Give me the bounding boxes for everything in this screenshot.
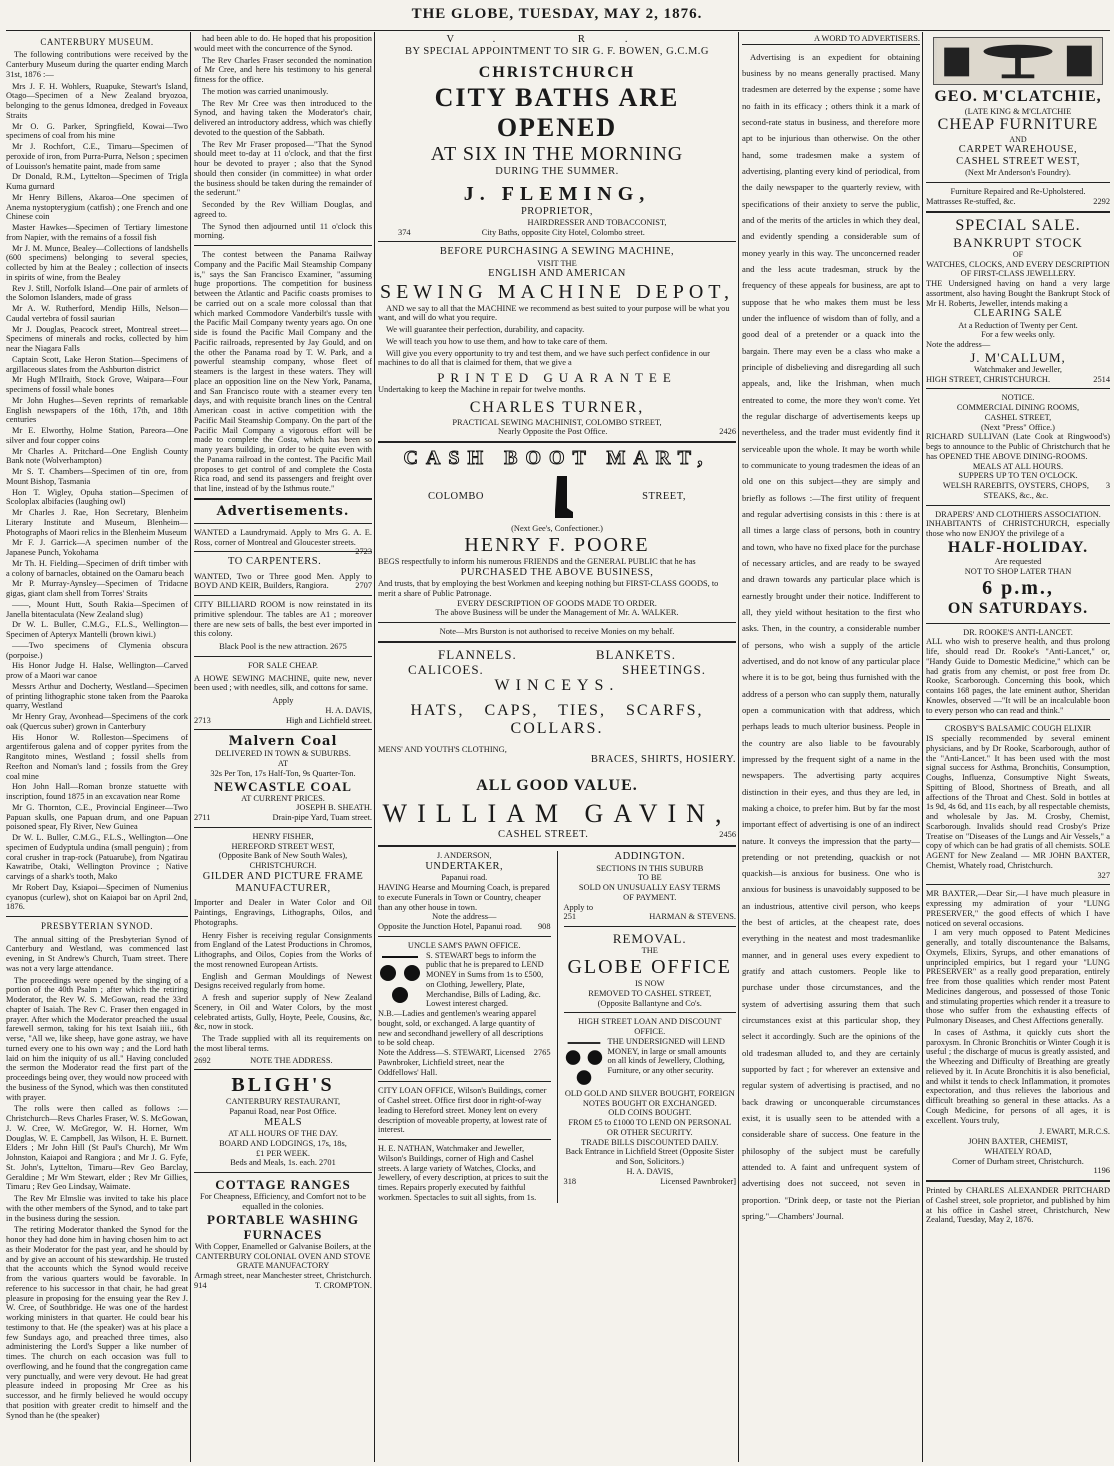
depot-paragraph: AND we say to all that the MACHINE we recommend as best suited to your purpose will be what you want, and will do what you require. (378, 303, 730, 323)
high-street-body: THE UNDERSIGNED will LEND MONEY, in large or small amounts on all kinds of Jewellery, Clothing, Furniture, or any other security. (607, 1036, 727, 1076)
bligh-meals: MEALS (263, 1116, 303, 1128)
carpet-warehouse: CARPET WAREHOUSE, (958, 144, 1078, 156)
requested: Are requested (994, 557, 1042, 567)
museum-list (6, 82, 188, 913)
poore-purchased: PURCHASED THE ABOVE BUSINESS, (460, 566, 654, 578)
museum-item: ——Two specimens of Clymenia obscura (porpoise.) (6, 640, 188, 660)
fisher-address: HEREFORD STREET WEST, (231, 841, 335, 851)
mccallum-name: J. M'CALLUM, (970, 349, 1066, 365)
sections: SECTIONS IN THIS SUBURB (596, 863, 704, 873)
synod-paragraph: The proceedings were opened by the singing of a portion of the 40th Psalm ; after which the retiring Moderator, the Rev W. S. McGowan, read the 33rd chapter of Isaiah. The Rev C. Fraser then engaged in prayer. After which the Moderator preached the usual farewell sermon, taking for his text Isaiah iiii., 6th verse, "All we, like sheep, have gone astray, we have turned every one to his own way ; and the Lord hath laid on him the iniquity of us all." Having concluded the sermon the Moderator read the first part of the proceedings being over, they would now proceed with the business of the Synod, which was then constituted with prayer. (6, 975, 188, 1102)
next-press: (Next "Press" Office.) (981, 422, 1055, 432)
ad-number: 2765 (533, 1048, 551, 1058)
ad-laundry (194, 527, 372, 557)
clearing-sale: CLEARING SALE (973, 308, 1063, 320)
depot-text (378, 304, 736, 369)
crompton-name: T. CROMPTON. (314, 1280, 372, 1290)
reduction: At a Reduction of Twenty per Cent. (958, 320, 1078, 330)
baxter-body: MR BAXTER,—Dear Sir,—I have much pleasure in expressing my admiration of your "LUNG PRESERVER," the good effects of which I have noticed on several occasions. (926, 889, 1110, 928)
city-loan: CITY LOAN OFFICE, Wilson's Buildings, corner of Cashel street. Office first door in right-of-way leading to Hereford street. Money lent on every description of moveable property, at lowest rate of interest. (378, 1086, 547, 1135)
gilder-note: NOTE THE ADDRESS. (250, 1055, 333, 1065)
museum-item: Mr John Hughes—Seven reprints of remarkable English newspapers of the 16th, 17th, and 18th centuries (6, 395, 188, 425)
meals-hours: MEALS AT ALL HOURS. (972, 461, 1064, 471)
of: OF (1012, 250, 1024, 260)
museum-item: Mr G. Thornton, C.E., Provincial Engineer—Two Papuan skulls, one Papuan drum, and one Papuan poisoned spear, Fly River, New Guinea (6, 802, 188, 832)
bligh-address: Papanui Road, near Post Office. (229, 1107, 337, 1117)
ad-number: 327 (1097, 870, 1110, 880)
museum-item: His Honor W. Rolleston—Specimens of argentiferous galena and of copper pyrites from the Rangitoto mines, Westland ; fossil shells from Reefton and Noman's land ; fossils from the Grey coal mine (6, 732, 188, 781)
sheath-name: JOSEPH B. SHEATH. (296, 803, 372, 813)
synod-paragraph: Seconded by the Rev William Douglas, and agreed to. (194, 200, 372, 219)
museum-item: Mr O. G. Parker, Springfield, Kowai—Two specimens of coal from his mine (6, 121, 188, 141)
turner-sub: PRACTICAL SEWING MACHINIST, COLOMBO STREET, (452, 417, 662, 427)
at-six-heading: AT SIX IN THE MORNING (430, 143, 684, 166)
winceys: WINCEYS. (494, 677, 620, 695)
gilder-body: Importer and Dealer in Water Color and Oil Paintings, Engravings, Lithographs, Oilos, and Photographs. (194, 898, 372, 927)
nathan-ad: H. E. NATHAN, Watchmaker and Jeweller, Wilson's Buildings, corner of High and Cashel streets. A large variety of Watches, Clocks, and Jewellery, of every description, at prices to suit the times. Repairs properly executed by faithful workmen. Spectacles to suit all sights, from 1s. (378, 1144, 549, 1202)
museum-item: Mr F. J. Garrick—A specimen number of the Japanese Punch, Yokohama (6, 538, 188, 558)
street: STREET, (642, 491, 686, 503)
poore-note: Note—Mrs Burston is not authorised to receive Monies on my behalf. (439, 627, 675, 637)
colonial-oven: CANTERBURY COLONIAL OVEN AND STOVE GRATE MANUFACTORY (195, 1251, 371, 1271)
column-rule (374, 32, 375, 1462)
depot-paragraph: We will guarantee their perfection, durability, and capacity. (386, 325, 585, 335)
forsale-title: FOR SALE CHEAP. (247, 660, 319, 670)
stewart-body: S. STEWART begs to inform the public that he is prepared to LEND MONEY in Sums from 1s to £500, on Clothing, Jewellery, Plate, Merchandise, Bills of Lading, &c. Lowest interest charged. (426, 950, 544, 1009)
stewart-nb: N.B.—Ladies and gentlemen's wearing apparel bought, sold, or exchanged. A large quantity of new and secondhand jewellery of all descriptions to be sold cheap. (378, 1009, 544, 1048)
crosby-title: CROSBY'S BALSAMIC COUGH ELIXIR (944, 724, 1092, 734)
sewing-pre: BEFORE PURCHASING A SEWING MACHINE, (439, 246, 675, 258)
trade-bills: TRADE BILLS DISCOUNTED DAILY. (581, 1137, 719, 1147)
stewart-address: Note the Address—S. STEWART, Licensed Pawnbroker, Lichfield street, near the Oddfellows' Hall. (378, 1048, 525, 1077)
museum-item: Mr Robert Day, Ksiapoi—Specimen of Numenius cyanopus (curlew), shot on Kaiapoi bar on April 2nd, 1876. (6, 882, 188, 912)
depot-paragraph: We will teach you how to use them, and how to take care of them. (386, 336, 608, 346)
column-4 (742, 34, 920, 1460)
forsale-address: High and Lichfield street. (285, 715, 372, 725)
museum-item: Mr J. Douglas, Peacock street, Montreal street—Specimens of minerals and rocks, collected by him near the Niagara Falls (6, 324, 188, 354)
blankets: BLANKETS. (595, 646, 676, 662)
flannels: FLANNELS. (438, 646, 517, 662)
mens-clothing: MENS' AND YOUTH'S CLOTHING, (378, 744, 507, 754)
licensed-pawnbroker: Licensed Pawnbroker] (660, 1176, 736, 1186)
baxter-paragraph: I am very much opposed to Patent Medicines generally, and totally discountenance the Balsams, Oxymels, Elixirs, Syrups, and other emanations of unprincipled empirics, but I regard your "LUNG PRESERVER" as a really good preparation, entirely free from those qualities which render most Patent Medicines dangerous, and possessed of those Tonic and stimulating properties which render it a treasure to those who suffer from the exhausting effects of Pulmonary Diseases, and Chest Affections generally. (926, 928, 1110, 1026)
column-rule (738, 32, 739, 1462)
newcastle-sub: AT CURRENT PRICES. (241, 793, 325, 803)
museum-item: Mr P. Murray-Aynsley—Specimen of Tridacne gigas, giant clam shell from Torres' Straits (6, 579, 188, 599)
appointment: BY SPECIAL APPOINTMENT TO SIR G. F. BOWEN, G.C.M.G (405, 46, 709, 58)
boot-icon (551, 474, 575, 520)
museum-item: Hon John Hall—Roman bronze statuette with inscription, found 1875 in an excavation near Rome (6, 782, 188, 802)
sheath-address: Drain-pipe Yard, Tuam street. (272, 813, 372, 823)
bankrupt-stock: BANKRUPT STOCK (953, 235, 1083, 251)
apply-to: Apply to (563, 902, 594, 912)
old-coins: OLD COINS BOUGHT. (608, 1108, 692, 1118)
gilder-paragraph: A fresh and superior supply of New Zealand Scenery, in Oil and Water Colors, by the most celebrated artists, Gully, Hoyte, Peele, Cousins, &c, &c, now in stock. (194, 993, 372, 1032)
ad-number: 2707 (355, 581, 372, 591)
high-street-loan: HIGH STREET LOAN AND DISCOUNT OFFICE. (578, 1017, 722, 1037)
column-rule (190, 32, 191, 1462)
six-pm: 6 p.m., (982, 576, 1054, 599)
bligh-board: BOARD AND LODGINGS, 17s, 18s, (219, 1138, 347, 1148)
malvern-prices: 32s Per Ton, 17s Half-Ton, 9s Quarter-Ton. (210, 768, 356, 778)
synod-paragraph: The Synod then adjourned until 11 o'clock this morning. (194, 221, 372, 241)
synod-paragraph: The Rev Mr Fraser proposed—"That the Synod should meet to-day at 11 o'clock, and that the first hour be devoted to prayer ; also that the Synod should then consider (in committee) in what order the business should be taken during the remainder of the sederunt." (194, 139, 372, 198)
museum-item: Mr Charles A. Pritchard—One English County Bank note (Wolverhampton) (6, 446, 188, 466)
visit: VISIT THE (537, 258, 577, 268)
not-shop: NOT TO SHOP LATER THAN (964, 567, 1072, 577)
is-now: IS NOW (634, 979, 665, 989)
globe-office: GLOBE OFFICE (567, 955, 733, 978)
ad-billiard: CITY BILLIARD ROOM is now reinstated in its primitive splendour. The tables are A1 ; moreover there are new sets of balls, the best ever imported in this colony. (194, 600, 372, 639)
gilder-paragraph: Henry Fisher is receiving regular Consignments from England of the Latest Productions in Chromos, Lithographs, and Oilos, Copies from the Works of the most renowned European Artists. (194, 930, 372, 969)
cash-boot-mart: CASH BOOT MART, (403, 447, 711, 470)
note-address: Note the address— (926, 340, 991, 350)
opposite-ballantyne: (Opposite Ballantyne and Co's. (597, 998, 702, 1008)
all-good-value: ALL GOOD VALUE. (476, 776, 638, 794)
masthead-rule (6, 30, 1110, 31)
fleming-name: J. FLEMING, (463, 182, 651, 205)
hairdresser: HAIRDRESSER AND TOBACCONIST, (527, 217, 667, 227)
museum-item: Master Hawkes—Specimen of Tertiary limestone from Napier, with the remains of a fossil fish (6, 223, 188, 242)
museum-item: Hon T. Wigley, Opuha station—Specimen of Scoloplax albifacies (laughing owl) (6, 487, 188, 507)
pawn-balls-icon (378, 951, 422, 1007)
portable-washing: PORTABLE WASHING (207, 1211, 359, 1227)
column-rule (922, 32, 923, 1462)
column-5 (926, 34, 1110, 1460)
mattresses: Mattrasses Re-stuffed, &c. (926, 196, 1016, 206)
sullivan-body: RICHARD SULLIVAN (Late Cook at Ringwood's) begs to announce to the Public of Christchurch that he has OPENED THE ABOVE DINING-ROOMS. (926, 432, 1110, 461)
sewing-depot: SEWING MACHINE DEPOT, (379, 280, 735, 303)
sheetings: SHEETINGS. (621, 661, 706, 677)
museum-item: Mr Henry Billens, Akaroa—One specimen of Anema nystopterygium (catfish) ; one French and one Chinese coin (6, 192, 188, 222)
furnaces: FURNACES (243, 1226, 323, 1242)
museum-item: Mrs J. F. H. Wohlers, Ruapuke, Stewart's Island, Otago—Specimen of a New Zealand bryozoa, belonging to the genus Idmonea, dredged in Foveaux Straits (6, 81, 188, 120)
cashel-street: CASHEL STREET. (498, 829, 589, 841)
pawn-balls-icon (564, 1037, 604, 1089)
ad-number: 2514 (1093, 374, 1110, 384)
museum-item: Mr J. Rochfort, C.E., Timaru—Specimen of peroxide of iron, from Purra-Purra, Nelson ; specimen of Louisson's hematite paint, made from same (6, 142, 188, 171)
museum-item: Captain Scott, Lake Heron Station—Specimens of argillaceous slates from the Ashburton district (6, 354, 188, 374)
next-anderson: (Next Mr Anderson's Foundry). (965, 168, 1071, 178)
colombo: COLOMBO (428, 491, 485, 503)
fisher-opposite: (Opposite Bank of New South Wales), (218, 851, 348, 861)
ad-number: 318 (563, 1176, 577, 1186)
uncle-sam: UNCLE SAM'S PAWN OFFICE. (407, 940, 521, 950)
turner-name: CHARLES TURNER, (469, 399, 645, 417)
notice: NOTICE. (1001, 393, 1035, 403)
museum-item: Mr Hugh M'Ilraith, Stock Grove, Waipara—Four specimens of fossil whale bones (6, 375, 188, 395)
royal-cipher: V. R. (446, 34, 668, 45)
cashel-west: CASHEL STREET WEST, (956, 156, 1080, 168)
carpenters-body (194, 572, 372, 592)
bligh-sub: CANTERBURY RESTAURANT, (225, 1097, 341, 1107)
synod-paragraph: The rolls were then called as follows :—Christchurch—Revs Charles Fraser, W. S. McGowan, J. W. Cree, W. McGregor, W. H. Horner, Wm Douglas, W. E. Campbell, Jas Wilson, H. E. Burnett. Elders ; Mr John Hill (St Paul's Church), Mr Wm Johnston, Kaiapoi and Rangiora ; and Mr J. G. Fyfe, St. John's, Lyttelton, Timaru—Rev Geo Barclay, Geraldine ; Mr Wm Stewart, elder ; Rev Mr Gillies, Timaru ; Rev Geo Lindsay, Waimate. (6, 1104, 188, 1192)
rooke-body: ALL who wish to preserve health, and thus prolong life, should read Dr. Rooke's "Anti-Lancet," or, "Handy Guide to Domestic Medicine," which can be had gratis from any chemist, or post free from Dr. Rooke, Scarborough. Concerning this book, which contains 168 pages, the late eminent author, Sheridan Knowles, observed —"It will be an incalculable boon to every person who can read and think." (926, 637, 1110, 715)
museum-item: Messrs Arthur and Docherty, Westland—Specimen of printing lithographic stone taken from the Paaroka quarry, Westland (6, 681, 188, 711)
ad-number: 2713 (194, 715, 211, 725)
on-saturdays: ON SATURDAYS. (947, 600, 1089, 618)
bligh-hours: AT ALL HOURS OF THE DAY. (228, 1129, 338, 1139)
ad-number: 2723 (355, 547, 372, 557)
anderson-name: J. ANDERSON, (436, 851, 492, 861)
payment: OF PAYMENT. (623, 892, 677, 902)
museum-item: Mr Th. H. Fielding—Specimen of drift timber with a colony of barnacles, obtained on the Oamaru beach (6, 558, 188, 578)
mclatchie-name: GEO. M'CLATCHIE, (934, 88, 1102, 105)
ad-number: 2711 (194, 813, 211, 823)
museum-item: Mr Charles J. Rae, Hon Secretary, Blenheim Literary Institute and Museum, Blenheim—Photographs of Maori relics in the Blenheim Museum (6, 508, 188, 537)
baxter-chemist: JOHN BAXTER, CHEMIST, (968, 1137, 1068, 1147)
lend-security: FROM £5 to £1000 TO LEND ON PERSONAL OR OTHER SECURITY. (568, 1118, 732, 1137)
depot-paragraph: Will give you every opportunity to try and test them, and we have such perfect confidence in our machines to do all that is claimed for them, that we give a (378, 348, 710, 368)
sale-body: THE Undersigned having on hand a very large assortment, also having Bought the Bankrupt Stock of Mr H. Roberts, Jeweller, intends making a (926, 279, 1110, 308)
baths-address: City Baths, opposite City Hotel, Colombo street. (481, 227, 645, 237)
panama-article: The contest between the Panama Railway Company and the Pacific Mail Steamship Company is," says the San Francisco Examiner, "assuming huge proportions. The competition for business between the Atlantic and Pacific coasts promises to be carried out on a scale more colossal than that which marked Commodore Vanderbilt's tussle with the Pacific Mail Company twenty years ago. On one side is found the Pacific Mail Company and the Pacific railroads, represented by Jay Gould, and on the other the Panama road by T. W. Park, and a powerful steamship company, whose fleet of steamers is the largest in these waters. They will place an opposition line on the New York, Panama, and San Francisco route with a steamer every ten days, and with requisite branch lines on the Central American coast in active competition with the Pacific Mail Steamship Company. On the part of the Pacific Mail Company a vigorous effort will be made to complete the Costa, which has been so many years building, in order to be quite even with the Panama railroad in the contest. The Pacific Mail proposes to get control of and complete the Costa Rica road, and send its passengers and freight over that line, instead of by the Isthmus route." (194, 250, 372, 493)
harman-stevens: HARMAN & STEVENS. (649, 912, 736, 922)
anderson-body: HAVING Hearse and Mourning Coach, is prepared to execute Funerals in Town or Country, cheaper than any other house in town. (378, 883, 550, 912)
masthead: THE GLOBE, TUESDAY, MAY 2, 1876. (411, 6, 703, 22)
gilder-paragraph: The Trade supplied with all its requirements on the most liberal terms. (194, 1034, 372, 1053)
next-gee: (Next Gee's, Confectioner.) (511, 524, 603, 534)
drapers-association: DRAPERS' AND CLOTHIERS ASSOCIATION. (935, 509, 1101, 519)
carpenters-title: TO CARPENTERS. (228, 556, 322, 568)
ad-number: 2292 (1093, 196, 1110, 206)
undertaker: UNDERTAKER, (425, 861, 504, 873)
synod-title: PRESBYTERIAN SYNOD. (40, 921, 153, 932)
bligh-title: BLIGH'S (231, 1074, 335, 1097)
anderson-note: Note the address— (432, 912, 497, 922)
turner-address: Nearly Opposite the Post Office. (498, 427, 608, 437)
bligh-week: £1 PER WEEK. (255, 1148, 311, 1158)
special-sale: SPECIAL SALE. (955, 216, 1081, 234)
ad-number: 374 (398, 227, 411, 237)
whately-road: WHATELY ROAD, (984, 1146, 1052, 1156)
synod-paragraph: The Rev Charles Fraser seconded the nomination of Mr Cree, and here his testimony to his general fitness for the office. (194, 55, 372, 84)
ad-number: 2426 (719, 427, 736, 437)
synod-paragraph: The retiring Moderator thanked the Synod for the honor they had done him in having chosen him to act as their Moderator for the past year, and he should by and by give an account of his stewardship. He trusted that the accounts which the Synod would receive from the various quarters would be favorable. In reference to his successor in that chair, he had great pleasure in proposing for the ensuing year the Rev J. W. Cree, of Southbridge. He was one of the hardest working ministers in that quarter. He could bear his testimony to that. He (the speaker) was at his place a few Sundays ago, and preached three times, also administering the Lord's Supper a like number of times. The church on each occasion was full to overflowing, and he found that the congregation came very punctually, and were very devout. He had great pleasure indeed in proposing Mr Cree as his successor, and he firmly believed he would occupy that position with greater credit to himself and the Synod than he (the speaker) (6, 1225, 188, 1420)
calicoes: CALICOES. (408, 661, 484, 677)
carpenters-text: WANTED, Two or Three good Men. Apply to BOYD AND KEIR, Builders, Rangiora. (194, 571, 372, 591)
poore-every: EVERY DESCRIPTION OF GOODS MADE TO ORDER. (457, 598, 657, 608)
cashel-street: CASHEL STREET, (984, 412, 1052, 422)
furnaces-sub: With Copper, Enamelled or Galvanise Boilers, at the (194, 1241, 372, 1251)
crosby-body: IS specially recommended by several eminent physicians, and by Dr Rooke, Scarborough, author of the "Anti-Lancet." It has been used with the most signal success for Asthma, Bronchitis, Consumption, Coughs, Influenza, Consumptive Night Sweats, Spitting of Blood, Shortness of Breath, and all affections of the Throat and Chest. Sold in bottles at 1s 9d, 4s 6d, and 11s each, by all respectable chemists, and wholesale by Jas. M. Crosby, Chemist, Scarborough. Invalids should read Crosby's Prize Treatise on "Diseases of the Lungs and Air Vessels," a copy of which can be had gratis of all chemists. SOLE AGENT for New Zealand — MR JOHN BAXTER, Chemist, Whately road, Christchurch. (926, 734, 1110, 870)
museum-item: ——, Mount Hutt, South Rakia—Specimen of Janella bitentaculata (New Zealand slug) (6, 599, 188, 619)
cottage-ranges: COTTAGE RANGES (215, 1177, 351, 1193)
museum-item: Dr Donald, R.M., Lyttelton—Specimen of Trigla Kuma gurnard (6, 172, 188, 192)
malvern-body: DELIVERED IN TOWN & SUBURBS. (215, 749, 351, 759)
gilder-title: GILDER AND PICTURE FRAME MANUFACTURER, (202, 870, 364, 895)
column-2 (194, 34, 372, 1460)
imprint: Printed by CHARLES ALEXANDER PRITCHARD of Cashel street, sole proprietor, and published by him at his office in Cashel street, Christchurch, New Zealand, Tuesday, May 2, 1876. (926, 1186, 1110, 1225)
poore-walker: The above Business will be under the Management of Mr. A. WALKER. (435, 608, 679, 618)
few-weeks: For a few weeks only. (981, 330, 1055, 340)
baxter-paragraph: In cases of Asthma, it quickly cuts short the paroxysm. In Chronic Bronchitis or Winter Cough it is useful ; the discharge of mucus is greatly assisted, and the Wheezing and Difficulty of Breathing are greatly relieved by it. In Acute Bronchitis it is also beneficial, and whilst it tends to check Inflammation, it promotes expectoration, and thus relieves the laborious and difficult breathing so general in these attacks. As a Cough Medicine, for persons of all ages, it is excellent. Yours truly, (926, 1027, 1110, 1125)
fisher-city: CHRISTCHURCH. (249, 861, 317, 871)
ad-number: 908 (537, 922, 551, 932)
museum-item: Mr A. W. Rutherford, Mendip Hills, Nelson—Caudal vertebra of fossil saurian (6, 304, 188, 323)
guarantee-sub: Undertaking to keep the Machine in repair for twelve months. (378, 385, 586, 395)
watches-clocks: WATCHES, CLOCKS, AND EVERY DESCRIPTION OF FIRST-CLASS JEWELLERY. (926, 259, 1110, 279)
ad-number: 914 (194, 1280, 207, 1290)
braces: BRACES, SHIRTS, HOSIERY. (590, 754, 736, 766)
back-entrance: Back Entrance in Lichfield Street (Opposite Sister and Son, Solicitors.) (565, 1147, 734, 1167)
gilder-paragraph: English and German Mouldings of Newest Designs received regularly from home. (194, 971, 372, 991)
ad-number: 1196 (1093, 1166, 1110, 1176)
english-american: ENGLISH AND AMERICAN (488, 268, 626, 280)
forsale-apply: Apply (272, 696, 294, 705)
ad-laundry-text: WANTED a Laundrymaid. Apply to Mrs G. A. E. Ross, corner of Montreal and Gloucester streets. (194, 527, 372, 547)
proprietor: PROPRIETOR, (520, 205, 594, 217)
fisher-name: HENRY FISHER, (252, 831, 314, 841)
museum-item: Mr Henry Gray, Avonhead—Specimens of the cork oak (Quercus suber) grown in Canterbury (6, 712, 188, 731)
late-king: (LATE KING & M'CLATCHIE (964, 106, 1072, 116)
rooke-title: DR. ROOKE'S ANTI-LANCET. (963, 627, 1073, 637)
welsh-rarebits: WELSH RAREBITS, OYSTERS, CHOPS, STEAKS, &c., &c. (942, 481, 1089, 500)
ad-number: 251 (563, 912, 577, 922)
museum-item: Mr J. M. Munce, Bealey—Collections of landshells (600 specimens) belonging to several species, collected by him at the Bealey ; collection of insects in spirits of wine, from the Bealey (6, 243, 188, 282)
half-holiday: HALF-HOLIDAY. (947, 538, 1089, 556)
gavin-name: WILLIAM GAVIN, (382, 799, 732, 829)
inhabitants: INHABITANTS of CHRISTCHURCH, especially those who now ENJOY the privilege of a (926, 519, 1110, 539)
word-advertisers-heading: A WORD TO ADVERTISERS. (813, 34, 920, 43)
museum-item: His Honor Judge H. Halse, Wellington—Carved prow of a Maori war canoe (6, 661, 188, 681)
forsale-body: A HOWE SEWING MACHINE, quite new, never been used ; with needles, silk, and cottons for same. (194, 673, 372, 693)
forsale-name: H. A. DAVIS, (325, 705, 372, 715)
museum-intro: The following contributions were received by the Canterbury Museum during the quarter ending March 31st, 1876 :— (6, 50, 188, 79)
ewart-name: J. EWART, M.R.C.S. (1039, 1127, 1110, 1137)
furniture-illustration (933, 37, 1103, 85)
ad-number: 2692 (194, 1055, 211, 1065)
old-gold: OLD GOLD AND SILVER BOUGHT, FOREIGN NOTES BOUGHT OR EXCHANGED. (564, 1088, 735, 1108)
synod-article (6, 935, 188, 1421)
durham-street: Corner of Durham street, Christchurch. (952, 1156, 1084, 1166)
synod-paragraph: The annual sitting of the Presbyterian Synod of Canterbury and Westland, was commenced last evening, in St Andrew's Church, Tuam street. There was not a very large attendance. (6, 934, 188, 973)
removal: REMOVAL. (612, 931, 687, 947)
poore-body: BEGS respectfully to inform his numerous FRIENDS and the GENERAL PUBLIC that he has (378, 557, 696, 567)
sold-terms: SOLD ON UNUSUALLY EASY TERMS (578, 883, 721, 893)
museum-item: Dr W. L. Buller, C.M.G., F.L.S., Wellington—Specimen of Apteryx Mantelli (brown kiwi.) (6, 620, 188, 640)
malvern-at: AT (277, 759, 289, 769)
bligh-beds: Beds and Meals, 1s. each. 2701 (230, 1158, 336, 1168)
city-baths-heading: CITY BATHS ARE OPENED (434, 82, 680, 143)
to-be: TO BE (637, 873, 662, 883)
synod-continued (194, 34, 372, 241)
column-1 (6, 34, 188, 1460)
the: THE (641, 946, 658, 956)
printed-guarantee: PRINTED GUARANTEE (437, 370, 677, 386)
poore-body-2: And trusts, that by employing the best Workmen and keeping nothing but FIRST-CLASS GOODS, to merit a share of Public Patronage. (378, 579, 719, 598)
malvern-coal: Malvern Coal (228, 734, 338, 750)
suppers: SUPPERS UP TO TEN O'CLOCK. (958, 471, 1078, 481)
watchmaker: Watchmaker and Jeweller, (973, 364, 1063, 374)
billiard-note: Black Pool is the new attraction. 2675 (219, 642, 347, 651)
removed-to: REMOVED TO CASHEL STREET, (588, 988, 712, 998)
colonial-address: Armagh street, near Manchester street, Christchurch. (194, 1271, 372, 1281)
cottage-sub: For Cheapness, Efficiency, and Comfort not to be equalled in the colonies. (199, 1192, 367, 1211)
cheap-furniture: CHEAP FURNITURE (937, 116, 1099, 134)
ad-number: 2456 (719, 830, 736, 840)
papanui: Papanui road. (441, 873, 488, 883)
synod-paragraph: The Rev Mr Elmslie was invited to take his place with the other members of the Synod, and to take part in the business during the session. (6, 1194, 188, 1223)
anderson-address: Opposite the Junction Hotel, Papanui road. (378, 922, 522, 932)
synod-paragraph: The Rev Mr Cree was then introduced to the Synod, and having taken the Moderator's chair, delivered an introductory address, which was chiefly devoted to the question of the Sabbath. (194, 98, 372, 137)
synod-paragraph: The motion was carried unanimously. (202, 86, 329, 96)
advertising-article: Advertising is an expedient for obtaining business by no means generally practised. Many tradesmen are deterred by the expense ; some have no faith in its efficacy ; others think it a mark of second-rate status in business, and therefore more apt to be injurious than otherwise. On the other hand, some tradesmen make a system of advertising, planting every kind of periodical, from the daily newspaper to the quarterly review, with specifications of their anxiety to serve the public, and of the merits of the articles in which they deal, and evidently spending a considerable sum of money yearly in this way. The unconcerned reader and the less acute tradesman, struck by the frequency of these appeals for business, are apt to suppose that he who makes them must be less under the influence of wisdom than of folly, and a good deal of a pretender or a quack into the bargain. There may even be a class who make a principle of disbelieving and disregarding all such appeals, and, like the Irishman, when much entreated to come, the more they won't come. Yet the regular discharge of advertisements keeps up nevertheless, and the trader must evidently find it serviceable upon the whole. It may be worth while to communicate to young tradesmen the ideas of an old one on this subject—they are simply and briefly as follows :—The first utility of frequent and regular advertising consists in this : there is at all times a large class of persons, both in country and town, who have no fixed place for the purchase of necessary articles, and are ready to be swayed and drawn towards any particular place which is earnestly brought under their notice. Indifferent to all, they yield without hesitation to the first who asks. Then, in the country, a considerable number of persons, who wish a supply of the article advertised, and do not know of any particular place where it is to be got, being thus furnished with the address of a person who can supply them, naturally open a communication with that address, which perhaps leads to much ulterior business. People in the country are also liable to be favourably impressed by the frequent sight of a name in the newspapers. The advertising party acquires distinction in their eyes, and thus they are led, in making a choice, to prefer him. But by far the most important effect of advertising is one of an indirect nature. It conveys the impression that the party—pretending or not pretending, quackish or not quackish—is anxious for business. One who is anxious for business is unavoidably supposed to be an industrious, attentive civil person, who keeps the best of articles, at the cheapest rate, does everything in the neatest and most tradesmanlike manner, and in general uses every expedient to gratify and attach customers. People like to purchase under those circumstances, and the system of advertising assuring them that such circumstances exist at this particular shop, they select it accordingly. Such are the opinions of the old tradesman alluded to, and they are certainly supported by fact ; for wherever an extensive and regular system of advertising is practised, and no back drawing or unconquerable circumstances exist, it is usually seen to be attended with a considerable share of success. One feature in the philosophy of the subject must be carefully attended to. A faint and unfrequent system of advertising does not succeed, not seven in proportion. "Drink deep, or taste not the Pierian spring."—Chambers' Journal. (742, 51, 920, 1222)
museum-item: Mr E. Elworthy, Holme Station, Pareora—One silver and four copper coins (6, 426, 188, 445)
newcastle-coal: NEWCASTLE COAL (214, 778, 352, 794)
hats-row: HATS, CAPS, TIES, SCARFS, COLLARS. (410, 701, 704, 738)
poore-name: HENRY F. POORE (464, 534, 650, 557)
and: AND (1009, 134, 1027, 144)
synod-paragraph: had been able to do. He hoped that his proposition would meet with the concurrence of the Synod. (194, 34, 372, 53)
advertisements-heading: Advertisements. (216, 503, 350, 519)
high-street: HIGH STREET, CHRISTCHURCH. (926, 374, 1051, 384)
christchurch-heading: CHRISTCHURCH (478, 64, 636, 82)
commercial-dining: COMMERCIAL DINING ROOMS, (956, 403, 1080, 413)
museum-item: Mr S. T. Chambers—Specimen of tin ore, from Mount Bishop, Tasmania (6, 467, 188, 486)
during-summer: DURING THE SUMMER. (495, 166, 619, 178)
museum-title: CANTERBURY MUSEUM. (40, 37, 154, 47)
addington: ADDINGTON. (614, 851, 685, 863)
museum-item: Rev J. Still, Norfolk Island—One pair of armlets of the Solomon Islanders, made of grass (6, 283, 188, 303)
furniture-repaired: Furniture Repaired and Re-Upholstered. (950, 187, 1086, 197)
column-3 (378, 34, 736, 1460)
davis-name: H. A. DAVIS, (626, 1166, 674, 1176)
ad-number: 3 (1105, 481, 1110, 491)
museum-item: Dr W. L. Buller, C.M.G., F.L.S., Wellington—One specimen of Eudyptula undina (small penguin) ; from coral crusher in trap-rock (Patuarube), from Ngatirau Kawatribe, Otaki, Wellington Province ; Native carvings of a shark's tooth, Mako (6, 833, 188, 882)
